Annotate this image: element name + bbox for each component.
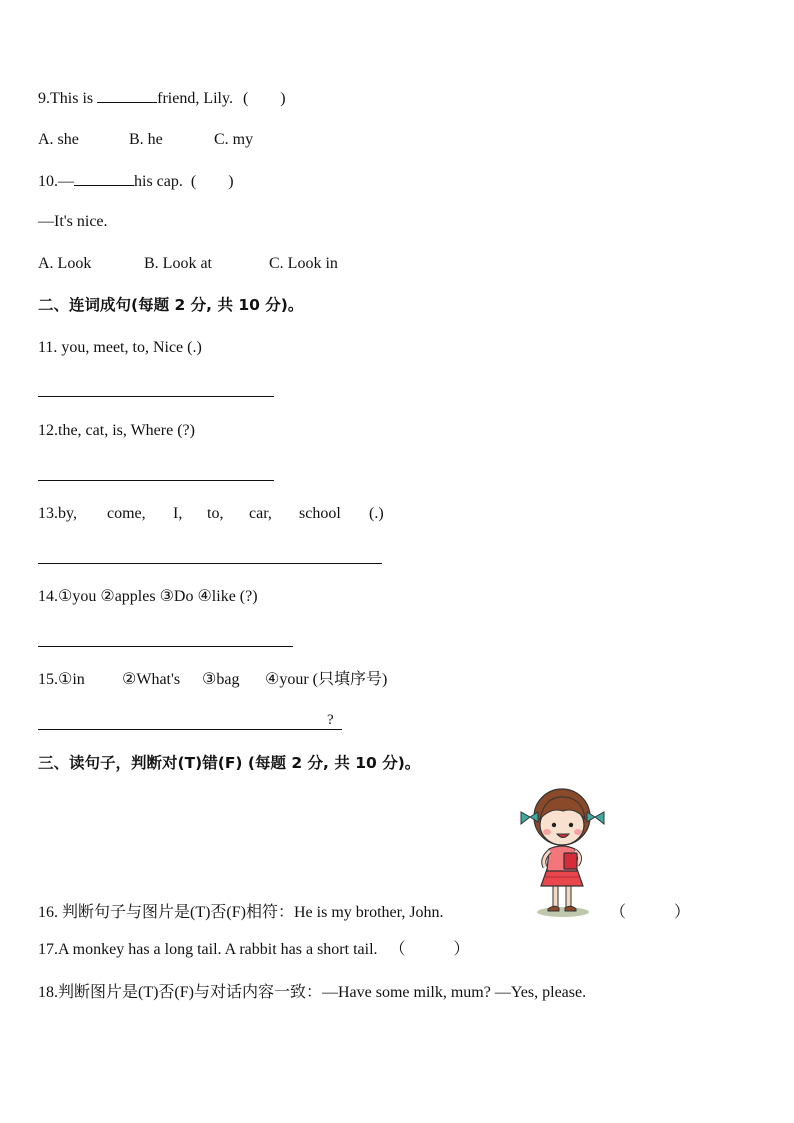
q13-word-5: car, — [249, 505, 272, 522]
q15-item-2: ②What's — [122, 671, 181, 688]
q10-text-before: 10.— — [38, 173, 74, 190]
q13-word-7: (.) — [369, 505, 384, 522]
q17-text: 17.A monkey has a long tail. A rabbit has a short tail. — [38, 941, 378, 958]
q15-item-1: 15.①in — [38, 671, 85, 688]
q13-word-6: school — [299, 505, 341, 522]
q9-text-before: 9.This is — [38, 90, 98, 107]
q12-answer-line[interactable] — [38, 480, 274, 481]
q10-text-after: his cap. — [134, 173, 183, 190]
question-9 — [38, 88, 286, 109]
q13-word-2: come, — [107, 505, 146, 522]
question-10 — [38, 171, 234, 192]
girl-illustration — [515, 785, 610, 920]
q15-item-3: ③bag — [202, 671, 240, 688]
q9-blank[interactable] — [97, 88, 157, 103]
question-14: 14.①you ②apples ③Do ④like (?) — [38, 588, 258, 605]
question-18: 18.判断图片是(T)否(F)与对话内容一致：—Have some milk, mum? —Yes, please. — [38, 984, 587, 1001]
q15-answer-line[interactable] — [38, 729, 342, 730]
q10-option-c: C. Look in — [269, 255, 338, 272]
q10-option-b: B. Look at — [144, 255, 212, 272]
question-13 — [38, 504, 384, 524]
q10-answer-paren[interactable]: ( ) — [190, 173, 234, 190]
q13-word-4: to, — [207, 505, 224, 522]
q9-option-a: A. she — [38, 131, 79, 148]
q11-answer-line[interactable] — [38, 396, 274, 397]
q16-text: 16. 判断句子与图片是(T)否(F)相符：He is my brother, John. — [38, 904, 444, 921]
question-17 — [38, 940, 470, 960]
q13-word-3: I, — [173, 505, 183, 522]
q9-option-c: C. my — [214, 131, 254, 148]
question-11: 11. you, meet, to, Nice (.) — [38, 339, 202, 356]
q10-options — [38, 254, 338, 274]
question-12: 12.the, cat, is, Where (?) — [38, 422, 195, 439]
q17-answer-paren[interactable]: （ ） — [389, 941, 470, 958]
question-16 — [38, 903, 444, 923]
q9-answer-paren[interactable]: ( ) — [242, 90, 286, 107]
q15-question-mark: ? — [327, 712, 334, 728]
question-15 — [38, 670, 387, 690]
q10-option-a: A. Look — [38, 255, 92, 272]
q9-options — [38, 130, 253, 150]
q10-blank[interactable] — [74, 171, 134, 186]
q16-answer-paren[interactable]: （ ） — [610, 904, 691, 921]
q9-option-b: B. he — [129, 131, 163, 148]
q10-reply: —It's nice. — [38, 213, 108, 230]
q13-answer-line[interactable] — [38, 563, 382, 564]
q9-text-after: friend, Lily. — [157, 90, 233, 107]
q15-item-4: ④your (只填序号) — [265, 671, 388, 688]
section-3-heading: 三、读句子，判断对(T)错(F) (每题 2 分, 共 10 分)。 — [38, 754, 421, 772]
q14-answer-line[interactable] — [38, 646, 293, 647]
section-2-heading: 二、连词成句(每题 2 分, 共 10 分)。 — [38, 296, 304, 314]
q13-word-1: 13.by, — [38, 505, 77, 522]
